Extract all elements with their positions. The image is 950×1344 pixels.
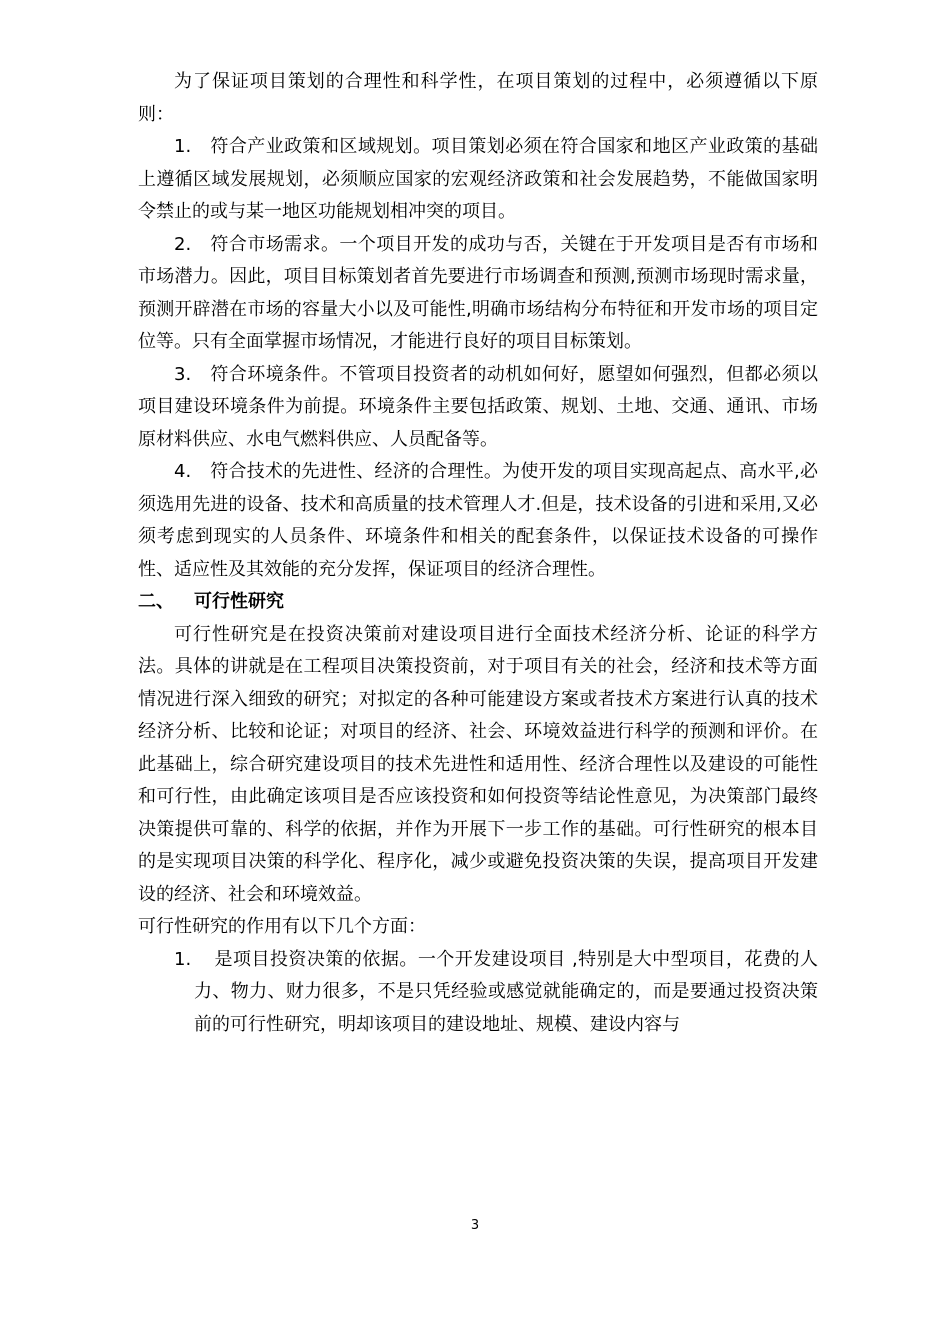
role-item-1 [138,944,818,1042]
roles-intro: 可行性研究的作用有以下几个方面： [138,916,426,937]
role-number: 1. [174,948,192,970]
document-page [138,66,818,1041]
section-title: 可行性研究 [194,591,284,612]
section-body-paragraph: 可行性研究是在投资决策前对建设项目进行全面技术经济分析、论证的科学方法。具体的讲就是在工程项目决策投资前，对于项目有关的社会，经济和技术等方面情况进行深入细致的研究；对拟定的各种可能建设方案或者技术方案进行认真的技术经济分析、比较和论证；对项目的经济、社会、环境效益进行科学的预测和评价。在此基础上，综合研究建设项目的技术先进性和适用性、经济合理性以及建设的可能性和可行性，由此确定该项目是否应该投资和如何投资等结论性意见，为决策部门最终决策提供可靠的、科学的依据，并作为开展下一步工作的基础。可行性研究的根本目的是实现项目决策的科学化、程序化，减少或避免投资决策的失误，提高项目开发建设的经济、社会和环境效益。 [138,623,818,905]
role-text: 是项目投资决策的依据。一个开发建设项目 ,特别是大中型项目，花费的人力、物力、财力很多，不是只凭经验或感觉就能确定的，而是要通过投资决策前的可行性研究，明却该项目的建设地址、规模、建设内容与 [194,948,818,1035]
principle-item-3 [138,359,818,457]
principle-item-2 [138,229,818,359]
section-number: 二、 [138,591,174,612]
principle-text: 符合市场需求。一个项目开发的成功与否，关键在于开发项目是否有市场和市场潜力。因此，项目目标策划者首先要进行市场调查和预测,预测市场现时需求量，预测开辟潜在市场的容量大小以及可能性,明确市场结构分布特征和开发市场的项目定位等。只有全面掌握市场情况，才能进行良好的项目目标策划。 [138,233,818,352]
principle-number: 3. [174,363,192,385]
section-heading [138,586,818,619]
principle-number: 1. [174,136,192,157]
principle-text: 符合环境条件。不管项目投资者的动机如何好，愿望如何强烈，但都必须以项目建设环境条件为前提。环境条件主要包括政策、规划、土地、交通、通讯、市场原材料供应、水电气燃料供应、人员配备等。 [138,363,818,450]
principle-number: 2. [174,233,192,255]
principle-text: 符合产业政策和区域规划。项目策划必须在符合国家和地区产业政策的基础上遵循区域发展规划，必须顺应国家的宏观经济政策和社会发展趋势，不能做国家明令禁止的或与某一地区功能规划相冲突的项目。 [138,136,818,222]
intro-paragraph: 为了保证项目策划的合理性和科学性，在项目策划的过程中，必须遵循以下原则： [138,71,818,125]
principle-text: 符合技术的先进性、经济的合理性。为使开发的项目实现高起点、高水平,必须选用先进的设备、技术和高质量的技术管理人才.但是，技术设备的引进和采用,又必须考虑到现实的人员条件、环境条件和相关的配套条件，以保证技术设备的可操作性、适应性及其效能的充分发挥，保证项目的经济合理性。 [138,461,818,580]
principle-number: 4. [174,461,192,482]
page-number: 3 [470,1218,480,1233]
principle-item-4 [138,456,818,586]
principle-item-1 [138,131,818,229]
